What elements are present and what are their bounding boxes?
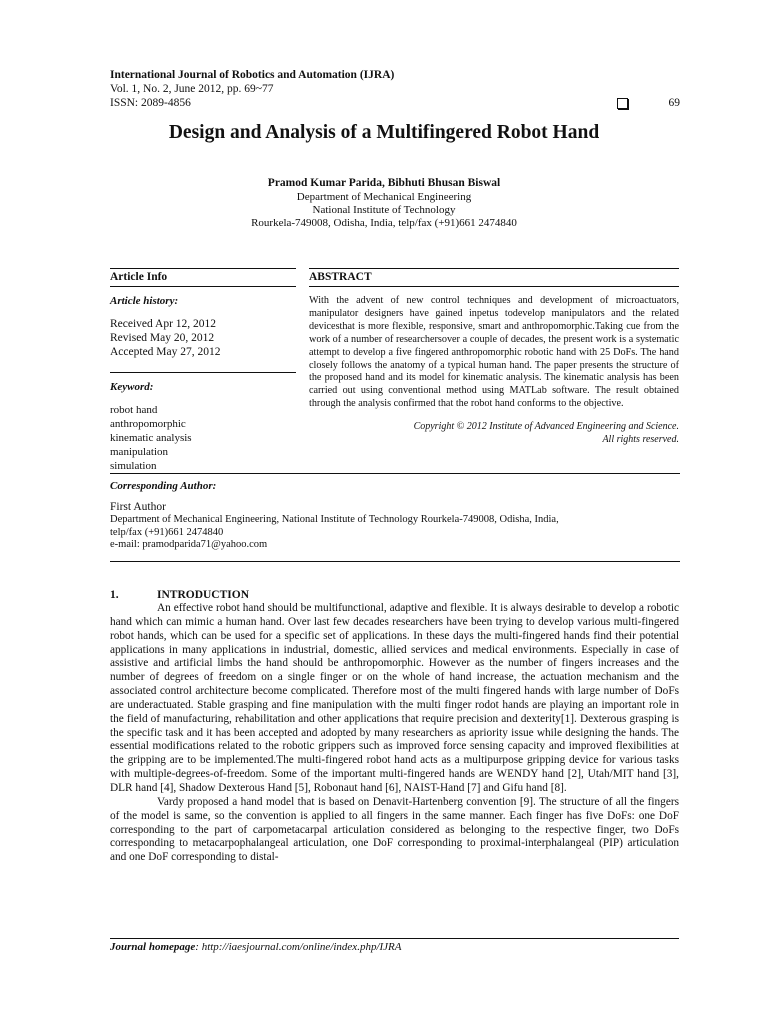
introduction-section	[110, 589, 679, 865]
issn-row	[110, 96, 680, 110]
corresponding-author	[110, 473, 680, 562]
volume-line: Vol. 1, No. 2, June 2012, pp. 69~77	[110, 83, 274, 95]
authors-block	[0, 177, 768, 230]
divider	[309, 286, 679, 287]
divider	[110, 372, 296, 373]
author-names: Pramod Kumar Parida, Bibhuti Bhusan Biswal	[267, 177, 501, 189]
corresponding-heading: Corresponding Author:	[110, 480, 217, 492]
keyword-label: Keyword:	[110, 381, 154, 393]
abstract-heading: ABSTRACT	[309, 271, 372, 283]
keyword-item: simulation	[110, 460, 157, 472]
divider	[110, 561, 680, 562]
author-institute: National Institute of Technology	[312, 204, 456, 216]
body-paragraph: An effective robot hand should be multifunctional, adaptive and flexible. It is always desirable to develop a robotic hand which can mimic a human hand. Over last few decades researchers have been trying to develop various multi-fingered robot hands, which can be used for a specific set of applications. In these days the multi-fingered hands find their potential applications in many applications in industrial, domestic, allied services and medical environments. Especially in case of assistive and artificial limbs the hand should be anthropomorphic. However as the number of fingers increases and the number of degrees of freedom on a single finger or on the whole of hand increase, the actuation mechanism and the associated control architecture become complicated. Therefore most of the multi fingered hands with large number of DoFs are underactuated. Stable grasping and fine manipulation with the multi finger rodot hands are playing an important role in the field of manufacturing, rehabilitation and other applications that require precision and dexterity[1]. Dexterous grasping is the specific task and it has been accepted and adopted by many researchers as apriority issue while designing the hands. The essential modifications related to the robotic grippers such as improved force sensing capacity and improved flexibilities at the gripping are to be implemented.The multi-fingered robot hand acts as a multipurpose gripping device for various tasks with multiple-degrees-of-freedom. Some of the important multi-fingered hands are WENDY hand [2], Utah/MIT hand [3], DLR hand [4], Shadow Dexterous Hand [5], Robonaut hand [6], NAIST-Hand [7] and Gifu hand [8].	[110, 602, 679, 794]
footer-label: Journal homepage	[110, 941, 196, 953]
history-received: Received Apr 12, 2012	[110, 318, 217, 330]
article-info	[110, 268, 296, 473]
keyword-item: manipulation	[110, 446, 169, 458]
journal-name: International Journal of Robotics and Automation (IJRA)	[110, 69, 395, 81]
history-revised: Revised May 20, 2012	[110, 332, 215, 344]
paper-title: Design and Analysis of a Multifingered Robot Hand	[168, 122, 600, 143]
article-info-heading: Article Info	[110, 271, 168, 283]
abstract-text: With the advent of new control techniques and development of microactuators, manipulator designers have gained inpetus todevelop manipulators and the related devicesthat is more flexible, responsive, smart and anthropomorphic.Taking cue from the work of a number of researchersover a couple of decades, the present work is a systematic attempt to develop a five fingered anthropomorphic robotic hand with 25 DoFs. The hand closely follows the anatomy of a typical human hand. The paper presents the structure of the proposed hand and its model for kinematic analysis. The kinematic analysis has been carried out using conventional method using MATLab software. The result obtained through the analysis confirmed that the robot hand conforms to the objective.	[309, 295, 679, 410]
corresponding-phone: telp/fax (+91)661 2474840	[110, 526, 224, 538]
keyword-item: kinematic analysis	[110, 432, 192, 444]
page-number: 69	[668, 97, 680, 109]
keyword-item: anthropomorphic	[110, 418, 186, 430]
corresponding-dept: Department of Mechanical Engineering, National Institute of Technology Rourkela-749008, Odisha, India,	[110, 514, 559, 525]
corresponding-email: e-mail: pramodparida71@yahoo.com	[110, 539, 268, 550]
footer: Journal homepage: http://iaesjournal.com/online/index.php/IJRA	[110, 941, 402, 953]
corresponding-name: First Author	[110, 501, 166, 513]
section-heading	[110, 589, 679, 601]
copyright	[309, 421, 679, 446]
divider	[110, 286, 296, 287]
history-accepted: Accepted May 27, 2012	[110, 346, 221, 358]
copyright-line: All rights reserved.	[602, 433, 679, 445]
copyright-line: Copyright © 2012 Institute of Advanced Engineering and Science.	[413, 421, 679, 433]
author-address: Rourkela-749008, Odisha, India, telp/fax (+91)661 2474840	[251, 217, 517, 229]
body-paragraph: Vardy proposed a hand model that is based on Denavit-Hartenberg convention [9]. The structure of all the fingers of the model is same, so the convention is applied to all fingers in the same manner. Each finger has five DoFs: one DoF corresponding to the part of carpometacarpal articulation considered as belonging to the respective finger, two DoFs corresponding to metacarpophalangeal articulation, one DoF corresponding to proximal-interphalangeal (PIP) articulation and one DoF corresponding to distal-	[110, 795, 679, 864]
journal-homepage-link[interactable]: http://iaesjournal.com/online/index.php/IJRA	[201, 941, 402, 953]
divider	[110, 473, 680, 474]
square-bullet-icon	[617, 98, 628, 109]
article-history-label: Article history:	[110, 295, 179, 307]
issn-line: ISSN: 2089-4856	[110, 97, 191, 109]
journal-header	[110, 68, 680, 110]
section-title: INTRODUCTION	[157, 589, 250, 601]
footer-divider	[110, 938, 679, 939]
section-number: 1.	[110, 589, 119, 601]
author-department: Department of Mechanical Engineering	[296, 191, 472, 203]
abstract	[309, 268, 679, 446]
keyword-item: robot hand	[110, 404, 158, 416]
